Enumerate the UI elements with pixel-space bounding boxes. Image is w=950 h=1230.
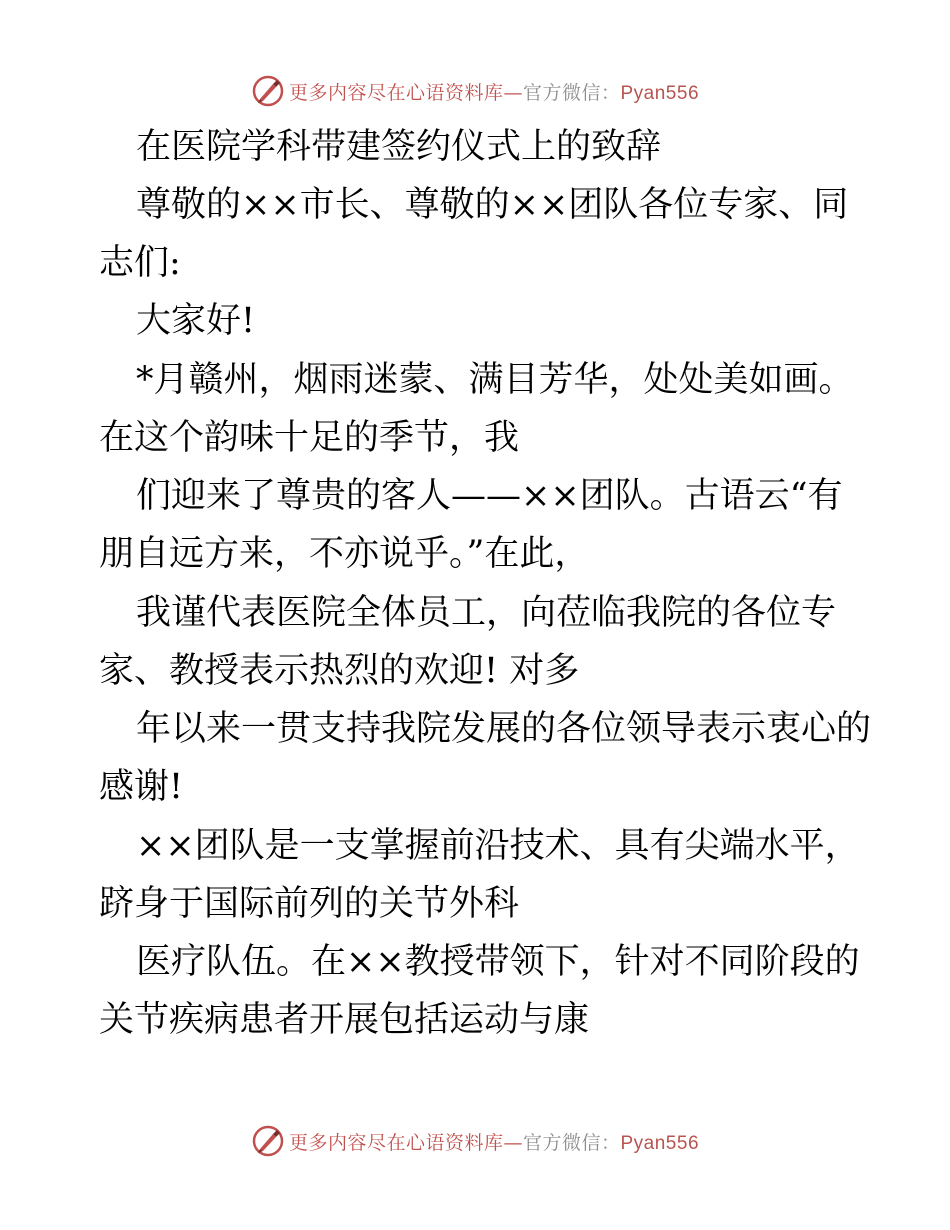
text-line: 朋自远方来，不亦说乎。”在此， [99,534,590,574]
document-title: 在医院学科带建签约仪式上的致辞 [136,127,662,167]
text-line: 关节疾病患者开展包括运动与康 [99,1000,590,1040]
text-line: 年以来一贯支持我院发展的各位领导表示衷心的 [136,709,872,749]
text-line: 感谢! [99,767,184,807]
wechat-label: 官方微信： [522,1131,621,1154]
text-line: 跻身于国际前列的关节外科 [99,884,520,924]
brand-text: 更多内容尽在心语资料库 [288,1131,504,1154]
text-line: 们迎来了尊贵的客人——××团队。古语云“有 [136,476,843,516]
text-line: 在这个韵味十足的季节，我 [99,418,520,458]
text-line: 家、教授表示热烈的欢迎! 对多 [99,651,580,691]
wechat-id: Pyan556 [620,82,700,104]
pen-logo-icon [251,1124,285,1158]
text-line: 志们: [99,243,181,283]
wechat-label: 官方微信： [522,81,621,104]
text-line: 尊敬的××市长、尊敬的××团队各位专家、同 [136,185,849,225]
text-line: 我谨代表医院全体员工，向莅临我院的各位专 [136,593,837,633]
header-banner [0,71,950,111]
brand-text: 更多内容尽在心语资料库 [288,81,504,104]
text-line: ××团队是一支掌握前沿技术、具有尖端水平， [136,826,860,866]
banner-separator: — [503,81,523,104]
wechat-id: Pyan556 [620,1132,700,1154]
text-line: 医疗队伍。在××教授带领下，针对不同阶段的 [136,942,860,982]
pen-logo-icon [251,74,285,108]
footer-banner [0,1121,950,1161]
text-line: 大家好! [136,301,256,341]
text-line: *月赣州，烟雨迷蒙、满目芳华，处处美如画。 [136,360,854,400]
banner-separator: — [503,1131,523,1154]
